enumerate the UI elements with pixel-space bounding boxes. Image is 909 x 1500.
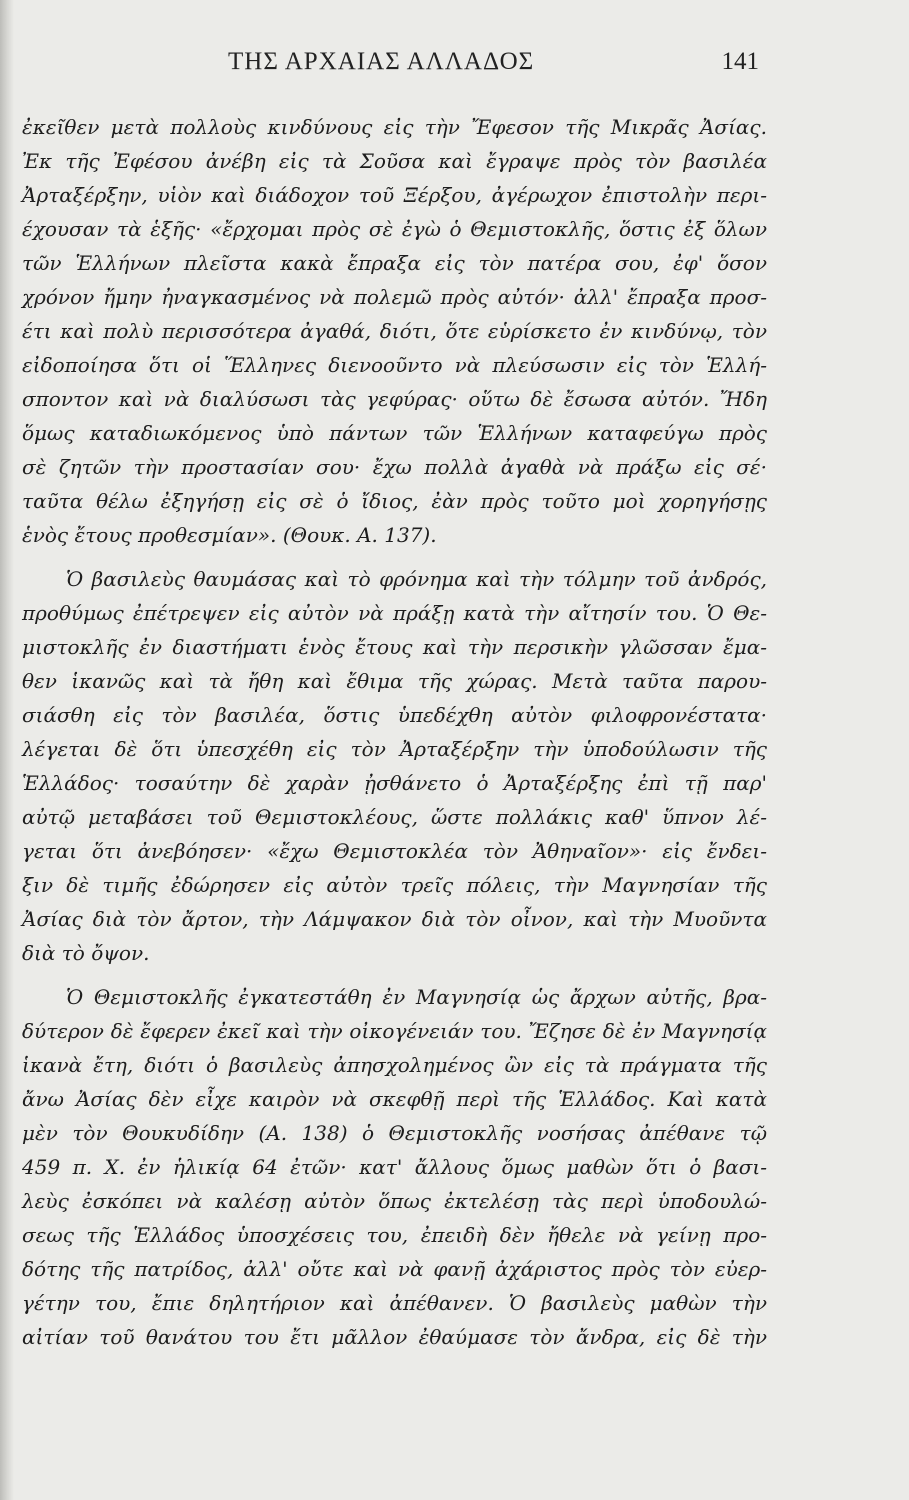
text-line: σεως τῆς Ἑλλάδος ὑποσχέσεις του, ἐπειδὴ δὲν ἤθελε νὰ γείνῃ προ-	[22, 1223, 767, 1247]
text-line: θεν ἱκανῶς καὶ τὰ ἤθη καὶ ἔθιμα τῆς χώρας. Μετὰ ταῦτα παρου-	[22, 669, 767, 693]
text-line: Ἑλλάδος· τοσαύτην δὲ χαρὰν ᾐσθάνετο ὁ Ἀρταξέρξης ἐπὶ τῇ παρ'	[22, 771, 767, 795]
text-line: 459 π. Χ. ἐν ἡλικίᾳ 64 ἐτῶν· κατ' ἄλλους ὅμως μαθὼν ὅτι ὁ βασι-	[22, 1155, 767, 1179]
text-line: διὰ τὸ ὄψον.	[22, 941, 150, 965]
text-line: ἱκανὰ ἔτη, διότι ὁ βασιλεὺς ἀπησχολημένος ὢν εἰς τὰ πράγματα τῆς	[22, 1053, 767, 1077]
page-binding-edge	[0, 0, 14, 1500]
text-line: σὲ ζητῶν τὴν προστασίαν σου· ἔχω πολλὰ ἀγαθὰ νὰ πράξω εἰς σέ·	[22, 455, 767, 479]
text-line: ἄνω Ἀσίας δὲν εἶχε καιρὸν νὰ σκεφθῇ περὶ τῆς Ἑλλάδος. Καὶ κατὰ	[22, 1087, 767, 1111]
text-line: δύτερον δὲ ἔφερεν ἐκεῖ καὶ τὴν οἰκογένειάν του. Ἔζησε δὲ ἐν Μαγνησίᾳ	[22, 1019, 767, 1043]
text-line: μιστοκλῆς ἐν διαστήματι ἑνὸς ἔτους καὶ τὴν περσικὴν γλῶσσαν ἔμα-	[22, 635, 767, 659]
running-head	[0, 48, 909, 82]
text-line: εἰδοποίησα ὅτι οἱ Ἕλληνες διενοοῦντο νὰ πλεύσωσιν εἰς τὸν Ἑλλή-	[22, 353, 767, 377]
text-line: σποντον καὶ νὰ διαλύσωσι τὰς γεφύρας· οὕτω δὲ ἔσωσα αὐτόν. Ἤδη	[22, 387, 767, 411]
text-line: σιάσθη εἰς τὸν βασιλέα, ὅστις ὑπεδέχθη αὐτὸν φιλοφρονέστατα·	[22, 703, 767, 727]
text-line: Ὁ βασιλεὺς θαυμάσας καὶ τὸ φρόνημα καὶ τὴν τόλμην τοῦ ἀνδρός,	[66, 567, 767, 591]
text-line: ἑνὸς ἔτους προθεσμίαν». (Θουκ. Α. 137).	[22, 523, 437, 547]
text-line: γεται ὅτι ἀνεβόησεν· «ἔχω Θεμιστοκλέα τὸν Ἀθηναῖον»· εἰς ἔνδει-	[22, 839, 767, 863]
text-line: Ἐκ τῆς Ἐφέσου ἀνέβη εἰς τὰ Σοῦσα καὶ ἔγραψε πρὸς τὸν βασιλέα	[22, 149, 767, 173]
text-line: Ἀσίας διὰ τὸν ἄρτον, τὴν Λάμψακον διὰ τὸν οἶνον, καὶ τὴν Μυοῦντα	[22, 907, 767, 931]
text-line: αὐτῷ μεταβάσει τοῦ Θεμιστοκλέους, ὥστε πολλάκις καθ' ὕπνον λέ-	[22, 805, 767, 829]
text-line: δότης τῆς πατρίδος, ἀλλ' οὔτε καὶ νὰ φανῇ ἀχάριστος πρὸς τὸν εὐερ-	[22, 1257, 767, 1281]
running-title: ΤΗΣ ΑΡΧΑΙΑΣ ΑΛΛΑΔΟΣ	[228, 48, 535, 75]
text-line: μὲν τὸν Θουκυδίδην (Α. 138) ὁ Θεμιστοκλῆς νοσήσας ἀπέθανε τῷ	[22, 1121, 767, 1145]
text-line: λεὺς ἐσκόπει νὰ καλέσῃ αὐτὸν ὅπως ἐκτελέσῃ τὰς περὶ ὑποδουλώ-	[22, 1189, 767, 1213]
text-line: έχουσαν τὰ ἑξῆς· «ἔρχομαι πρὸς σὲ ἐγὼ ὁ Θεμιστοκλῆς, ὅστις ἐξ ὅλων	[22, 217, 767, 241]
text-line: Ὁ Θεμιστοκλῆς ἐγκατεστάθη ἐν Μαγνησίᾳ ὡς ἄρχων αὐτῆς, βρα-	[66, 985, 767, 1009]
text-line: ξιν δὲ τιμῆς ἐδώρησεν εἰς αὐτὸν τρεῖς πόλεις, τὴν Μαγνησίαν τῆς	[22, 873, 767, 897]
text-line: Ἀρταξέρξην, υἱὸν καὶ διάδοχον τοῦ Ξέρξου, ἀγέρωχον ἐπιστολὴν περι-	[22, 183, 767, 207]
text-line: γέτην του, ἔπιε δηλητήριον καὶ ἀπέθανεν. Ὁ βασιλεὺς μαθὼν τὴν	[22, 1291, 767, 1315]
text-line: ταῦτα θέλω ἐξηγήσῃ εἰς σὲ ὁ ἴδιος, ἐὰν πρὸς τοῦτο μοὶ χορηγήσῃς	[22, 489, 767, 513]
page-number: 141	[721, 48, 759, 75]
text-line: τῶν Ἑλλήνων πλεῖστα κακὰ ἔπραξα εἰς τὸν πατέρα σου, ἐφ' ὅσον	[22, 251, 767, 275]
text-line: αἰτίαν τοῦ θανάτου του ἔτι μᾶλλον ἐθαύμασε τὸν ἄνδρα, εἰς δὲ τὴν	[22, 1325, 767, 1349]
text-line: ὅμως καταδιωκόμενος ὑπὸ πάντων τῶν Ἑλλήνων καταφεύγω πρὸς	[22, 421, 767, 445]
text-line: χρόνον ἤμην ἠναγκασμένος νὰ πολεμῶ πρὸς αὐτόν· ἀλλ' ἔπραξα προσ-	[22, 285, 767, 309]
text-line: έτι καὶ πολὺ περισσότερα ἀγαθά, διότι, ὅτε εὑρίσκετο ἐν κινδύνῳ, τὸν	[22, 319, 767, 343]
text-line: ἐκεῖθεν μετὰ πολλοὺς κινδύνους εἰς τὴν Ἔφεσον τῆς Μικρᾶς Ἀσίας.	[22, 115, 767, 139]
text-line: προθύμως ἐπέτρεψεν εἰς αὐτὸν νὰ πράξῃ κατὰ τὴν αἴτησίν του. Ὁ Θε-	[22, 601, 767, 625]
text-line: λέγεται δὲ ὅτι ὑπεσχέθη εἰς τὸν Ἀρταξέρξην τὴν ὑποδούλωσιν τῆς	[22, 737, 767, 761]
